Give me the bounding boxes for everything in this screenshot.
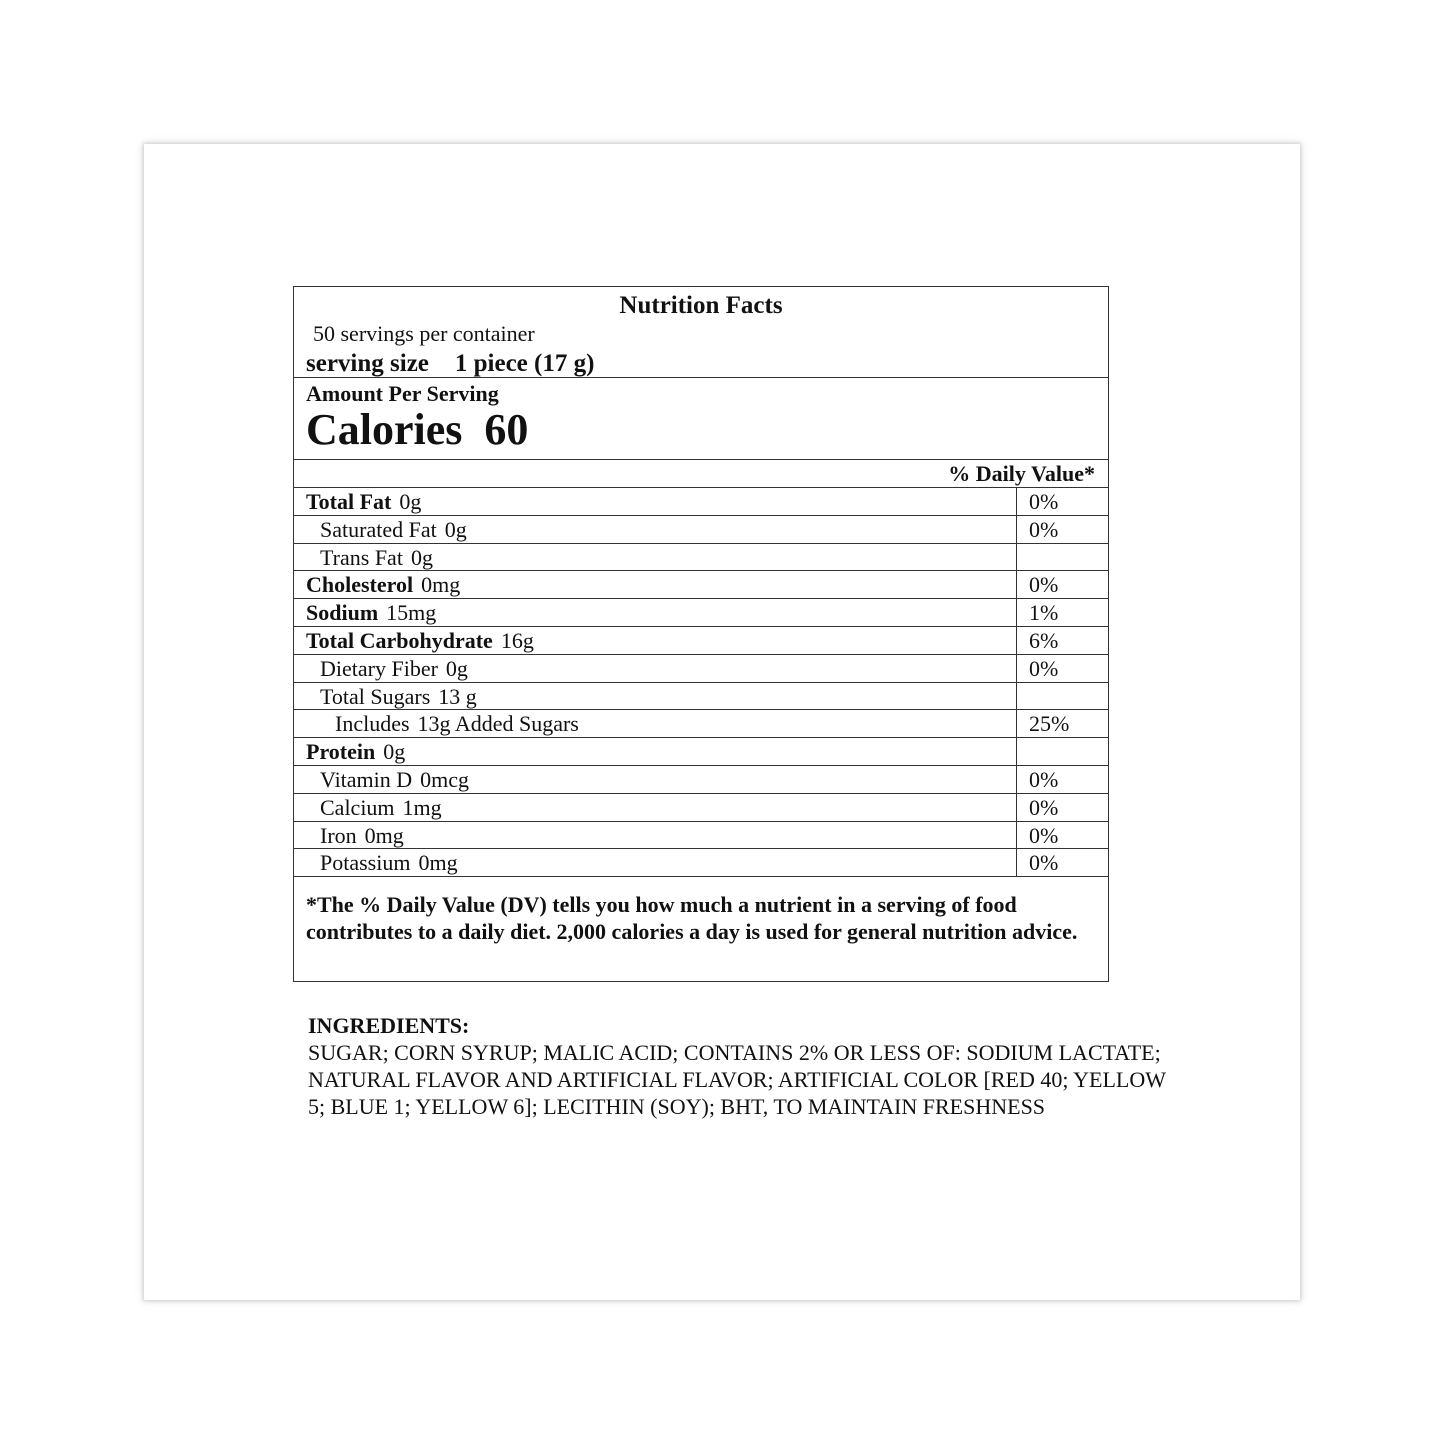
- divider: [294, 876, 1108, 877]
- nutrient-name: [335, 713, 579, 735]
- nutrient-name: [320, 655, 468, 681]
- nutrient-label: Iron: [320, 822, 357, 848]
- nutrient-label: Total Sugars: [320, 683, 431, 709]
- nutrient-label: Saturated Fat: [320, 516, 437, 542]
- nutrient-name: [306, 630, 534, 652]
- nutrient-row: [294, 821, 1108, 849]
- nutrient-name: [320, 822, 404, 848]
- nutrient-label: Dietary Fiber: [320, 655, 438, 681]
- nutrient-name: [306, 491, 421, 513]
- serving-size: [306, 351, 594, 376]
- calories-value: 60: [484, 405, 529, 454]
- ingredients-text: SUGAR; CORN SYRUP; MALIC ACID; CONTAINS 2% OR LESS OF: SODIUM LACTATE; NATURAL FLAVOR AND ARTIFICIAL FLAVOR; ARTIFICIAL COLOR [RED 40; YELLOW 5; BLUE 1; YELLOW 6]; LECITHIN (SOY); BHT, TO MAINTAIN FRESHNESS: [308, 1040, 1166, 1119]
- nutrient-name: [306, 574, 460, 596]
- nutrient-label: Includes: [335, 711, 410, 737]
- nutrient-amount: 0g: [444, 516, 467, 542]
- calories-label: Calories: [306, 405, 463, 454]
- serving-size-value: 1 piece (17 g): [454, 350, 595, 377]
- nutrient-row: [294, 765, 1108, 793]
- nutrient-label: Total Carbohydrate: [306, 628, 493, 653]
- nutrient-amount: 0mcg: [420, 767, 470, 792]
- nutrient-amount: 0mg: [421, 572, 461, 598]
- daily-value-header: % Daily Value*: [948, 461, 1095, 486]
- nutrient-daily-value: 0%: [1029, 489, 1059, 514]
- nutrient-label: Cholesterol: [306, 572, 414, 598]
- nutrient-row: [294, 570, 1108, 598]
- nutrient-daily-value: 0%: [1029, 850, 1059, 876]
- nutrient-row: [294, 793, 1108, 821]
- nutrient-name: [320, 794, 442, 820]
- serving-size-label: serving size: [306, 350, 429, 377]
- nutrient-name: [320, 683, 477, 709]
- nutrient-label: Trans Fat: [320, 544, 403, 570]
- daily-value-footnote: *The % Daily Value (DV) tells you how much a nutrient in a serving of food contributes to a daily diet. 2,000 calories a day is used for general nutrition advice.: [306, 892, 1078, 944]
- nutrient-daily-value: 0%: [1029, 822, 1059, 848]
- nutrient-label: Total Fat: [306, 489, 392, 514]
- nutrient-row: [294, 598, 1108, 626]
- nutrient-row: [294, 626, 1108, 654]
- nutrient-row: [294, 543, 1108, 571]
- nutrient-amount: 0g: [383, 739, 406, 765]
- nutrient-label: Potassium: [320, 850, 411, 876]
- divider: [294, 459, 1108, 460]
- nutrient-label: Sodium: [306, 600, 379, 626]
- nutrient-daily-value: 0%: [1029, 516, 1059, 542]
- nutrient-amount: 13g Added Sugars: [417, 711, 579, 737]
- nutrient-name: [320, 852, 458, 874]
- nutrient-amount: 0mg: [364, 822, 404, 848]
- nutrient-amount: 0g: [410, 544, 433, 570]
- nutrient-amount: 16g: [500, 628, 534, 653]
- nutrient-name: [320, 544, 433, 570]
- nutrient-daily-value: 0%: [1029, 794, 1059, 820]
- nutrition-facts-label: [293, 286, 1109, 982]
- nutrient-row: [294, 737, 1108, 765]
- servings-per-container: 50 servings per container: [313, 321, 535, 346]
- nutrient-row: [294, 848, 1108, 876]
- nutrient-row: [294, 654, 1108, 682]
- nutrient-amount: 15mg: [386, 600, 437, 626]
- divider: [294, 377, 1108, 378]
- nutrient-daily-value: 25%: [1029, 711, 1070, 737]
- nutrient-amount: 1mg: [402, 794, 442, 820]
- calories: [306, 405, 529, 454]
- ingredients-section: [308, 1012, 1178, 1120]
- nutrient-amount: 0mg: [418, 850, 458, 876]
- nutrient-row: [294, 682, 1108, 710]
- ingredients-heading: INGREDIENTS:: [308, 1013, 470, 1038]
- nutrient-row: [294, 709, 1108, 737]
- nutrient-row: [294, 487, 1108, 515]
- nutrient-label: Vitamin D: [320, 767, 413, 792]
- nutrient-daily-value: 1%: [1029, 600, 1059, 626]
- nutrient-amount: 0g: [445, 655, 468, 681]
- nutrient-daily-value: 0%: [1029, 767, 1059, 792]
- nutrient-daily-value: 6%: [1029, 628, 1059, 653]
- nutrient-name: [320, 516, 467, 542]
- nutrient-name: [306, 602, 436, 624]
- nutrient-name: [306, 741, 405, 763]
- nutrient-name: [320, 769, 469, 791]
- nutrient-label: Protein: [306, 739, 376, 765]
- nutrient-amount: 0g: [399, 489, 422, 514]
- nutrient-daily-value: 0%: [1029, 572, 1059, 598]
- nutrient-amount: 13 g: [438, 683, 477, 709]
- nutrient-row: [294, 515, 1108, 543]
- nutrient-daily-value: 0%: [1029, 655, 1059, 681]
- amount-per-serving: Amount Per Serving: [306, 381, 499, 406]
- label-title: Nutrition Facts: [619, 292, 783, 319]
- nutrient-label: Calcium: [320, 794, 395, 820]
